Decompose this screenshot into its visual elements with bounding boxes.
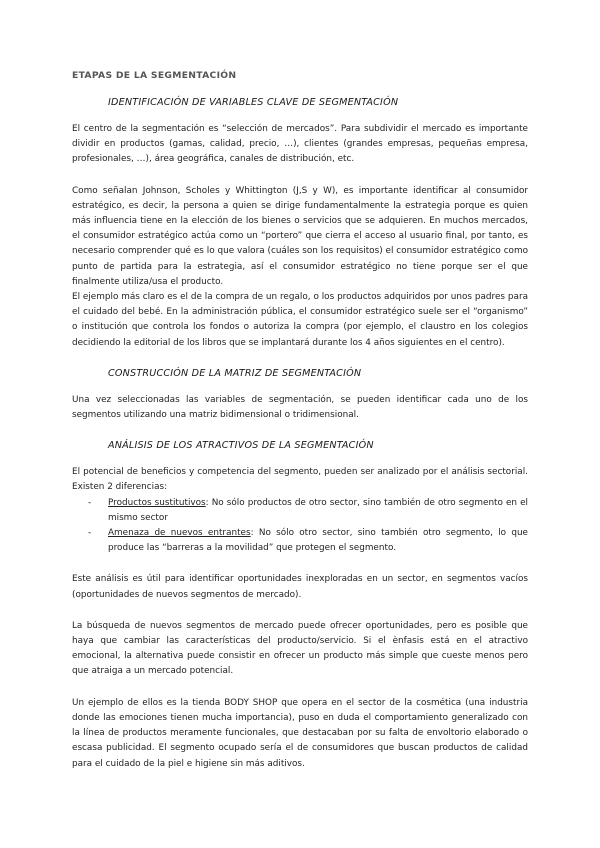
paragraph: Una vez seleccionadas las variables de segmentación, se pueden identificar cada uno de los segmentos utilizando una matriz bidimensional o tridimensional. — [72, 394, 528, 421]
list-item-term: Amenaza de nuevos entrantes — [108, 528, 251, 539]
section-heading-analisis: ANÁLISIS DE LOS ATRACTIVOS DE LA SEGMENTACIÓN — [108, 440, 374, 452]
bullet-list — [72, 496, 528, 557]
paragraph: Como señalan Johnson, Scholes y Whittington (J,S y W), es importante identificar al consumidor estratégico, es decir, la persona a quien se dirige fundamentalmente la estrategia porque es quien más influencia tiene en la elección de los bienes o servicios que se adquieren. En muchos mercados, el consumidor estratégico actúa como un “portero” que cierra el acceso al usuario final, por tanto, es necesario comprender qué es lo que valora (cuáles son los requisitos) el consumidor estratégico como punto de partida para la estrategia, así el consumidor estratégico no tiene porque ser el que finalmente utiliza/usa el producto. — [72, 185, 528, 287]
document-content — [72, 70, 528, 788]
paragraph: El centro de la segmentación es “selección de mercados”. Para subdividir el mercado es importante dividir en productos (gamas, calidad, precio, …), clientes (grandes empresas, pequeñas empresa, profesionales, …), área geográfica, canales de distribución, etc. — [72, 124, 528, 165]
list-item-term: Productos sustitutivos — [108, 497, 206, 508]
paragraph: La búsqueda de nuevos segmentos de mercado puede ofrecer oportunidades, pero es posible que haya que cambiar las características del producto/servicio. Si el ènfasis está en el atractivo emocional, la alternativa puede consistir en ofrecer un producto más simple que cueste menos pero que atraiga a un mercado potencial. — [72, 620, 528, 677]
list-item — [88, 496, 528, 526]
paragraph: Un ejemplo de ellos es la tienda BODY SHOP que opera en el sector de la cosmética (una industria donde las emociones tienen mucha importancia), puso en duda el comportamiento generalizado con la línea de productos meramente funcionales, que destacaban por su falta de envoltorio elaborado o escasa publicidad. El segmento ocupado sería el de consumidores que buscan productos de calidad para el cuidado de la piel e higiene sin más aditivos. — [72, 697, 528, 769]
section-heading-identificacion: IDENTIFICACIÓN DE VARIABLES CLAVE DE SEGMENTACIÓN — [108, 97, 399, 108]
section-heading-construccion: CONSTRUCCIÓN DE LA MATRIZ DE SEGMENTACIÓN — [108, 367, 362, 379]
paragraph: El ejemplo más claro es el de la compra de un regalo, o los productos adquiridos por unos padres para el cuidado del bebé. En la administración pública, el consumidor estratégico suele ser el “organismo” o institución que controla los fondos o autoriza la compra (por ejemplo, el claustro en los colegios decidiendo la editorial de los libros que se implantará durante los 4 años siguientes en el centro). — [72, 292, 528, 348]
paragraph: Este análisis es útil para identificar oportunidades inexploradas en un sector, en segmentos vacíos (oportunidades de nuevos segmentos de mercado). — [72, 574, 528, 600]
bullet-dash: - — [88, 528, 92, 539]
list-item-text: : No sólo otro sector, sino también otro segmento, lo que produce las “barreras a la movilidad” que protegen el segmento. — [108, 528, 528, 554]
list-item — [88, 526, 528, 556]
list-item-text: : No sólo productos de otro sector, sino también de otro segmento en el mismo sector — [108, 497, 528, 523]
document-title: ETAPAS DE LA SEGMENTACIÓN — [72, 70, 237, 81]
bullet-dash: - — [88, 497, 92, 508]
paragraph: El potencial de beneficios y competencia del segmento, pueden ser analizado por el análisis sectorial. Existen 2 diferencias: — [72, 467, 528, 493]
